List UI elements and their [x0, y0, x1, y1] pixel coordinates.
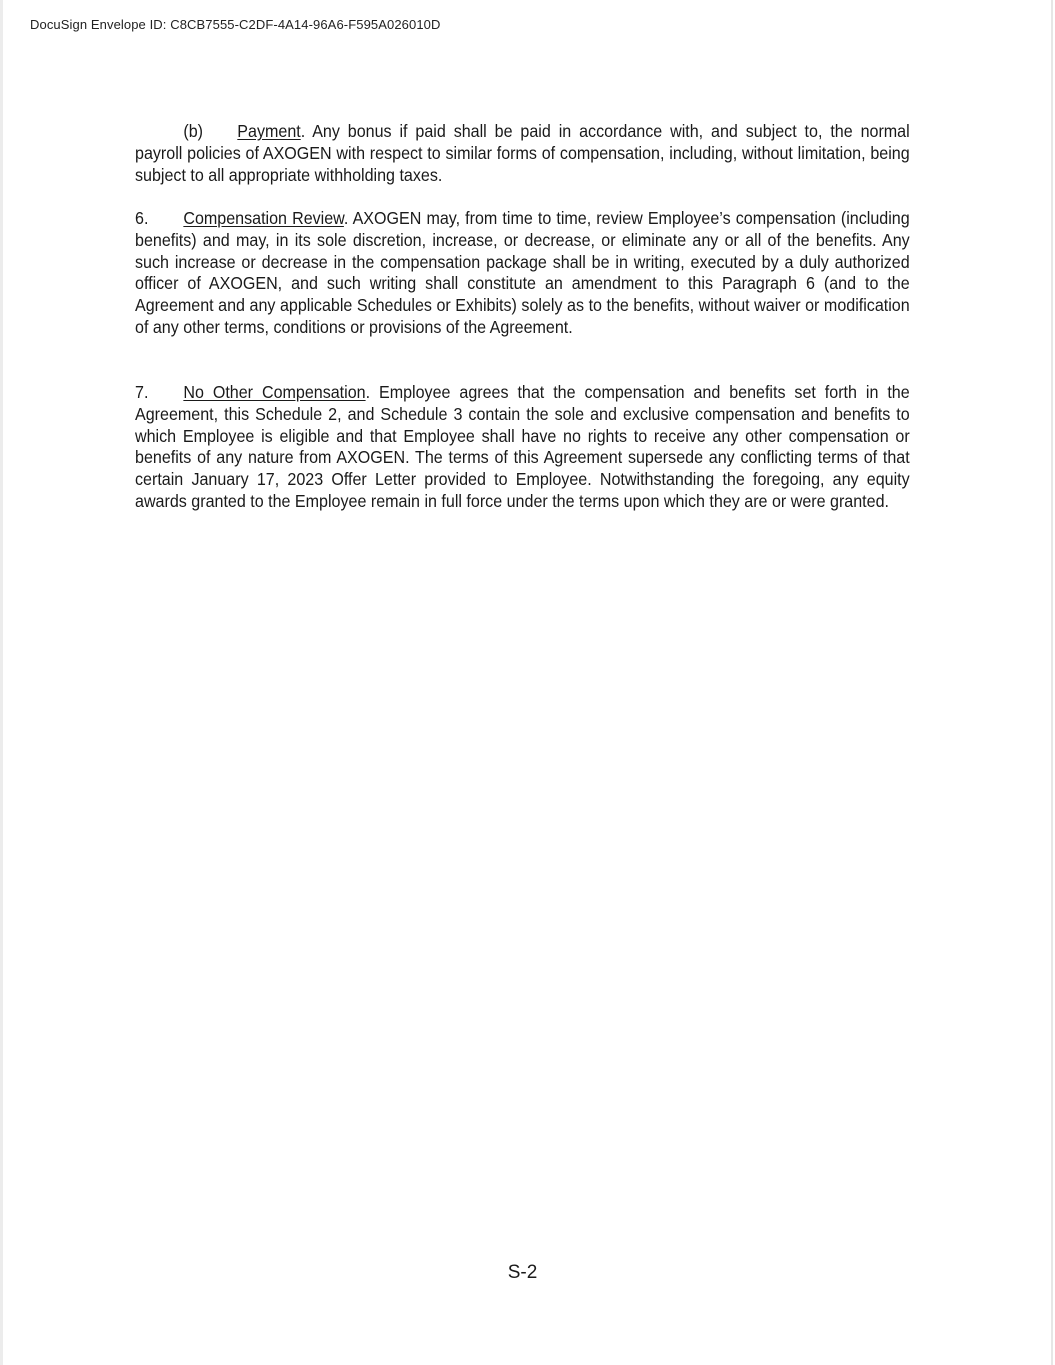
paragraph-6-compensation-review — [135, 208, 910, 339]
paragraph-text: . Any bonus if paid shall be paid in accordance with, and subject to, the normal payroll policies of AXOGEN with respect to similar forms of compensation, including, without limitation, being subject to all appropriate withholding taxes. — [135, 121, 910, 185]
paragraph-number: 7. — [135, 382, 149, 402]
paragraph-number: 6. — [135, 208, 149, 228]
paragraph-text: . AXOGEN may, from time to time, review Employee’s compensation (including benefits) and may, in its sole discretion, increase, or decrease, or eliminate any or all of the benefits. Any such increase or decrease in the compensation package shall be in writing, executed by a duly authorized officer of AXOGEN, and such writing shall constitute an amendment to this Paragraph 6 (and to the Agreement and any applicable Schedules or Exhibits) solely as to the benefits, without waiver or modification of any other terms, conditions or provisions of the Agreement. — [135, 208, 910, 337]
paragraph-7-no-other-compensation — [135, 382, 910, 513]
paragraph-heading: No Other Compensation — [183, 382, 366, 402]
docusign-envelope-id: DocuSign Envelope ID: C8CB7555-C2DF-4A14-96A6-F595A026010D — [30, 17, 441, 32]
paragraph-heading: Payment — [237, 121, 301, 141]
paragraph-number: (b) — [183, 121, 204, 141]
paragraph-5b-payment — [135, 121, 910, 186]
page-number: S-2 — [507, 1262, 538, 1283]
paragraph-heading: Compensation Review — [183, 208, 344, 228]
scan-left-edge — [0, 0, 3, 1365]
scan-right-edge — [1051, 0, 1053, 1365]
paragraph-text: . Employee agrees that the compensation and benefits set forth in the Agreement, this Schedule 2, and Schedule 3 contain the sole and exclusive compensation and benefits to which Employee is eligible and that Employee shall have no rights to receive any other compensation or benefits of any nature from AXOGEN. The terms of this Agreement supersede any conflicting terms of that certain January 17, 2023 Offer Letter provided to Employee. Notwithstanding the foregoing, any equity awards granted to the Employee remain in full force under the terms upon which they are or were granted. — [135, 382, 910, 511]
